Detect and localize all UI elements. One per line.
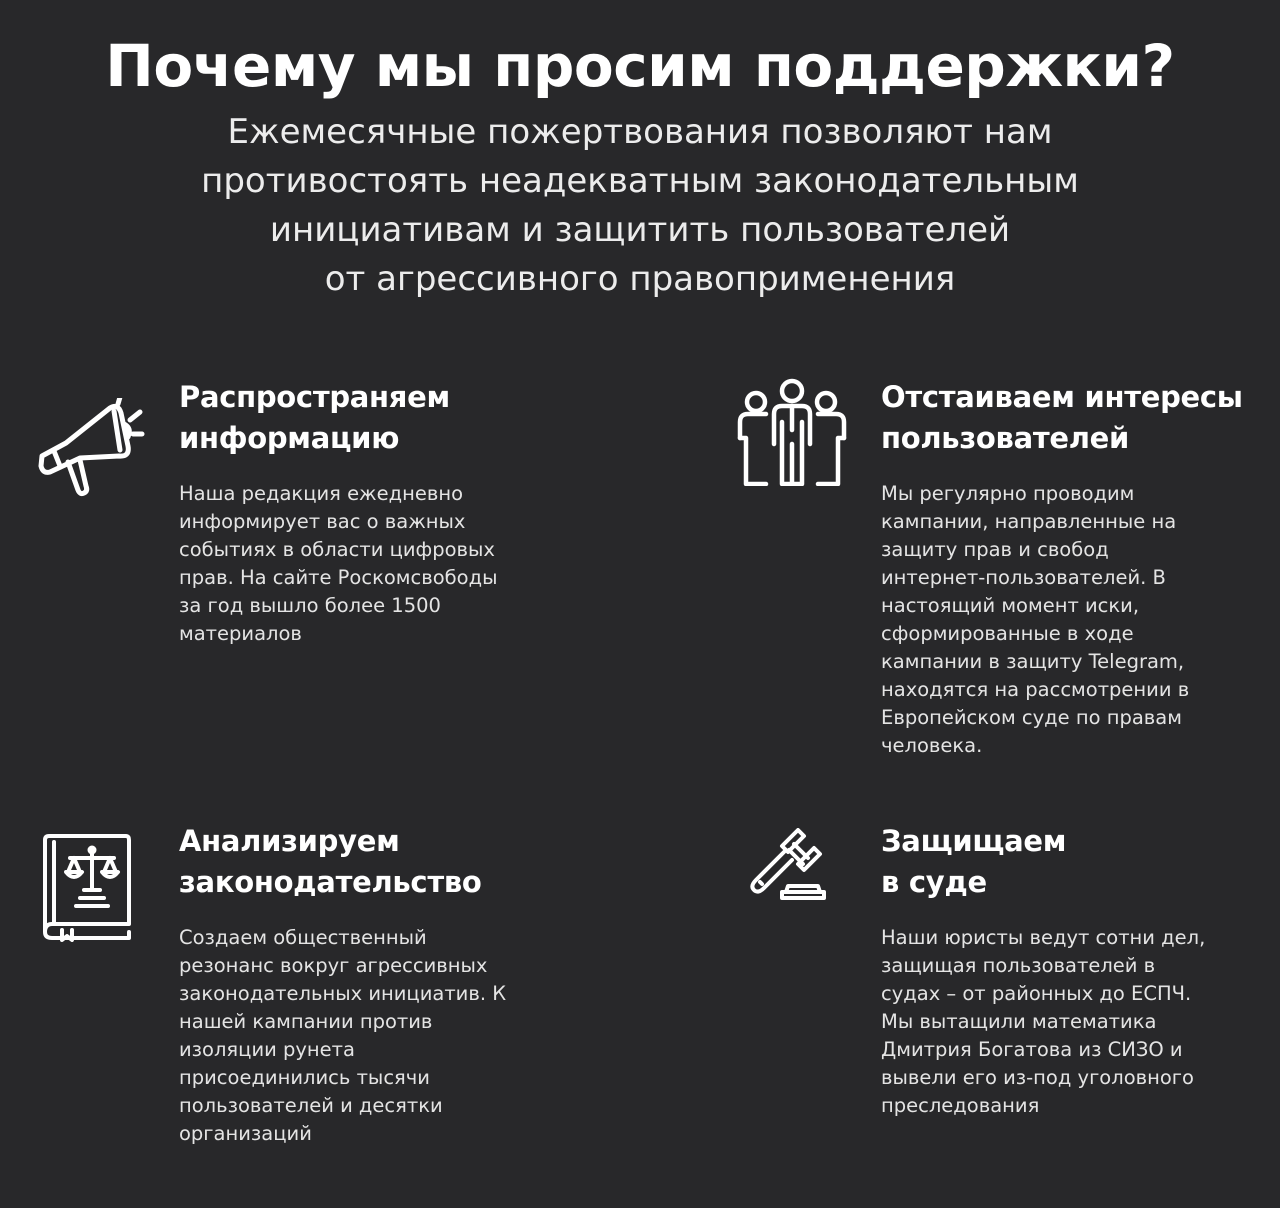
- feature-text-line: материалов: [179, 622, 302, 645]
- feature-title-line: информацию: [179, 421, 400, 455]
- subtitle-line: противостоять неадекватным законодательным: [201, 161, 1079, 201]
- feature-text-line: настоящий момент иски,: [881, 594, 1140, 617]
- feature-title-line: Защищаем: [881, 824, 1067, 858]
- page-title: Почему мы просим поддержки?: [105, 32, 1175, 100]
- feature-text-line: Дмитрия Богатова из СИЗО и: [881, 1038, 1183, 1061]
- megaphone-icon: [34, 398, 146, 500]
- law-book-icon: [40, 832, 134, 942]
- feature-title-line: Распространяем: [179, 380, 450, 414]
- feature-description: [881, 480, 1189, 760]
- feature-text-line: защиту прав и свобод: [881, 538, 1109, 561]
- feature-text-line: за год вышло более 1500: [179, 594, 441, 617]
- feature-title-line: Отстаиваем интересы: [881, 380, 1243, 414]
- feature-text-line: событиях в области цифровых: [179, 538, 495, 561]
- feature-text-line: присоединились тысячи: [179, 1066, 430, 1089]
- feature-text-line: организаций: [179, 1122, 312, 1145]
- feature-title: [179, 821, 482, 903]
- feature-text-line: Мы вытащили математика: [881, 1010, 1157, 1033]
- feature-text-line: Наша редакция ежедневно: [179, 482, 464, 505]
- feature-text-line: нашей кампании против: [179, 1010, 433, 1033]
- subtitle-line: Ежемесячные пожертвования позволяют нам: [227, 112, 1053, 152]
- feature-title-line: в суде: [881, 865, 987, 899]
- feature-description: [881, 924, 1205, 1120]
- feature-text-line: законодательных инициатив. К: [179, 982, 507, 1005]
- feature-text-line: резонанс вокруг агрессивных: [179, 954, 488, 977]
- feature-text-line: кампании, направленные на: [881, 510, 1177, 533]
- subtitle-line: инициативам и защитить пользователей: [269, 210, 1011, 250]
- feature-text-line: изоляции рунета: [179, 1038, 355, 1061]
- feature-text-line: информирует вас о важных: [179, 510, 466, 533]
- page-subtitle: [140, 108, 1140, 304]
- feature-text-line: Наши юристы ведут сотни дел,: [881, 926, 1206, 949]
- feature-description: [179, 480, 497, 648]
- feature-description: [179, 924, 506, 1148]
- feature-text-line: преследования: [881, 1094, 1040, 1117]
- feature-text-line: прав. На сайте Роскомсвободы: [179, 566, 498, 589]
- feature-text-line: судах – от районных до ЕСПЧ.: [881, 982, 1192, 1005]
- feature-title: [881, 821, 1066, 903]
- feature-text-line: сформированные в ходе: [881, 622, 1134, 645]
- feature-title-line: пользователей: [881, 421, 1130, 455]
- gavel-icon: [748, 828, 830, 902]
- subtitle-line: от агрессивного правоприменения: [324, 259, 956, 299]
- feature-text-line: Европейском суде по правам: [881, 706, 1182, 729]
- feature-text-line: пользователей и десятки: [179, 1094, 443, 1117]
- feature-title: [881, 377, 1243, 459]
- feature-text-line: кампании в защиту Telegram,: [881, 650, 1185, 673]
- feature-title-line: Анализируем: [179, 824, 400, 858]
- people-group-icon: [736, 378, 848, 486]
- feature-text-line: человека.: [881, 734, 983, 757]
- feature-title-line: законодательство: [179, 865, 482, 899]
- feature-text-line: защищая пользователей в: [881, 954, 1156, 977]
- feature-text-line: Создаем общественный: [179, 926, 427, 949]
- feature-text-line: вывели его из-под уголовного: [881, 1066, 1194, 1089]
- feature-text-line: находятся на рассмотрении в: [881, 678, 1190, 701]
- feature-text-line: интернет-пользователей. В: [881, 566, 1166, 589]
- feature-title: [179, 377, 450, 459]
- feature-text-line: Мы регулярно проводим: [881, 482, 1135, 505]
